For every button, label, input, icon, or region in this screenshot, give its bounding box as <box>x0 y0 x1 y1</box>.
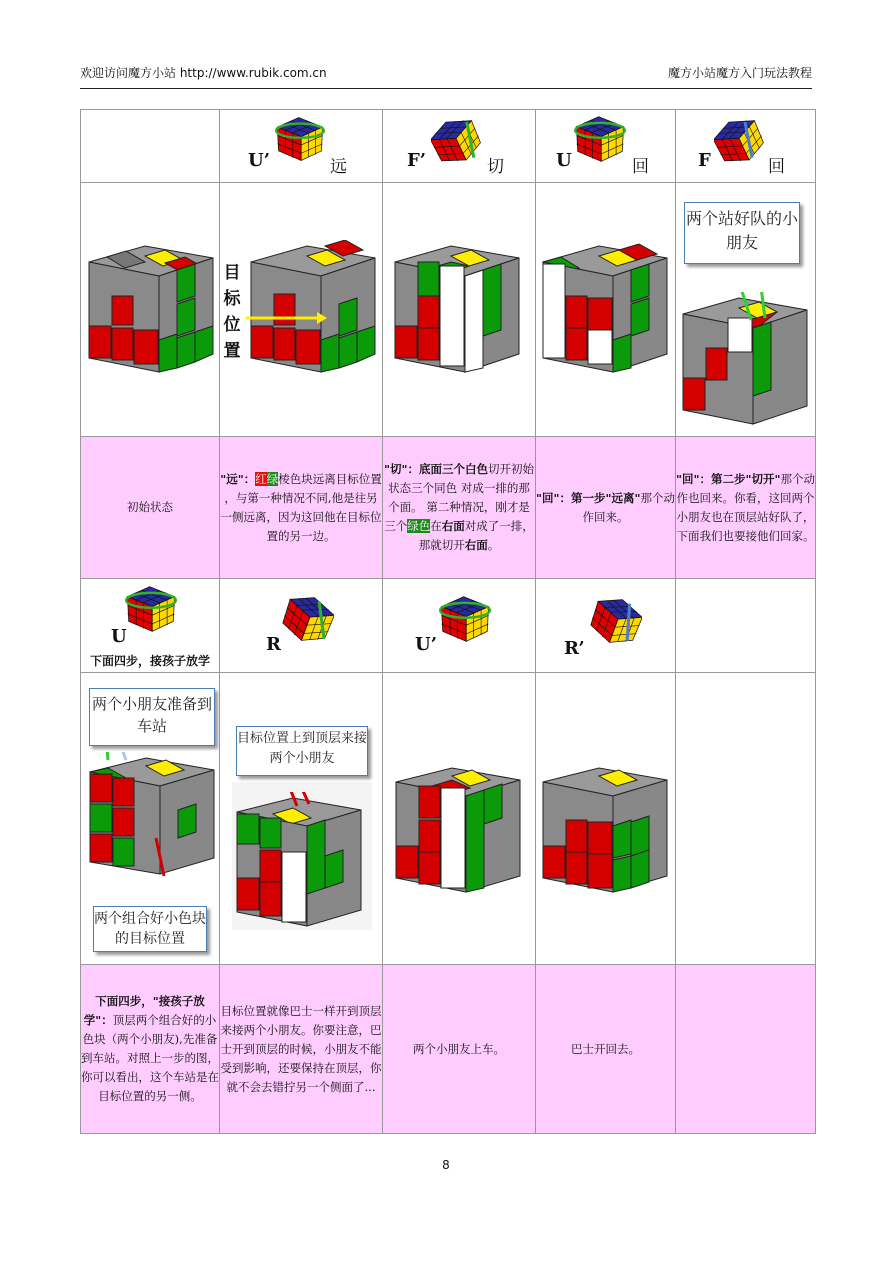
desc-text: 切开初始状态三个同色 对成一排的那个面。 第二种情况，刚才是三个 <box>384 462 534 533</box>
cube-illustration <box>391 762 525 896</box>
cube-image-step5 <box>81 673 220 965</box>
target-label-char: 标 <box>223 288 241 309</box>
move-label: R <box>266 633 281 655</box>
move-label: F <box>698 150 711 171</box>
empty-cell <box>676 579 816 673</box>
cube-rotation-icon <box>275 114 325 164</box>
desc-bold: 右面 <box>441 519 465 533</box>
desc-step6 <box>220 965 383 1134</box>
target-position-label <box>222 260 242 364</box>
desc-text: 顶层两个组合好的小色块（两个小朋友),先准备到车站。对照上一步的图，你可以看出，这个车站是在目标位置的另一侧。 <box>81 1013 219 1103</box>
move-header-row <box>81 110 816 183</box>
cube-image-step3 <box>536 183 676 437</box>
desc-bold: 白色 <box>464 462 488 476</box>
empty-cell <box>676 965 816 1134</box>
move-label: R’ <box>564 637 585 659</box>
desc-initial <box>81 437 220 579</box>
cube-illustration <box>85 240 217 380</box>
move-cell-f-prime <box>383 110 536 183</box>
move-cell-u-2 <box>81 579 220 673</box>
move-label: U <box>111 625 127 647</box>
desc-text: 巴士开回去。 <box>571 1041 640 1056</box>
target-label-char: 目 <box>223 262 241 283</box>
cube-illustration <box>246 240 380 380</box>
description-row-2 <box>81 965 816 1134</box>
cube-image-row-2 <box>81 673 816 965</box>
desc-text: 初始状态 <box>127 500 173 514</box>
move-cell-u <box>536 110 676 183</box>
desc-bold: "切开" <box>745 471 781 486</box>
cube-image-step1 <box>220 183 383 437</box>
desc-bold: 右面 <box>464 538 488 552</box>
empty-cell <box>81 110 220 183</box>
desc-text: 对成了一排，那就切开 <box>418 519 534 552</box>
desc-keyword: "切"：底面三个 <box>384 462 465 476</box>
move-cell-u-prime-2 <box>383 579 536 673</box>
description-row-1 <box>81 437 816 579</box>
cube-image-row <box>81 183 816 437</box>
cube-rotation-icon <box>714 116 764 166</box>
move-label: U’ <box>248 150 270 171</box>
move-name: 远 <box>330 157 347 177</box>
desc-keyword: "远"： <box>220 471 256 486</box>
move-name: 回 <box>632 157 649 177</box>
desc-step3 <box>536 437 676 579</box>
move-cell-f <box>676 110 816 183</box>
cube-illustration <box>538 762 672 896</box>
cube-illustration <box>391 240 523 380</box>
desc-keyword: "回"：第一步 <box>536 490 606 505</box>
move-cell-u-prime <box>220 110 383 183</box>
cube-rotation-icon <box>439 594 491 644</box>
desc-text: 目标位置就像巴士一样开到顶层来接两个小朋友。你要注意，巴士开到顶层的时候，小朋友不能受到影响，还要保持在顶层，你就不会去错拧另一个侧面了... <box>220 1003 382 1094</box>
cube-image-step4 <box>676 183 816 437</box>
desc-keyword: 下面四步，"接孩子放学"： <box>83 994 205 1027</box>
cube-illustration <box>232 792 366 930</box>
callout-two-kids-lined-up: 两个站好队的小朋友 <box>684 202 800 264</box>
green-highlight: 绿色 <box>407 519 431 533</box>
desc-step1 <box>220 437 383 579</box>
desc-step5 <box>81 965 220 1134</box>
desc-step7 <box>383 965 536 1134</box>
cube-rotation-icon <box>574 114 626 164</box>
move-label: U’ <box>415 633 437 655</box>
red-highlight: 红 <box>255 471 267 486</box>
move-cell-r <box>220 579 383 673</box>
desc-text: 在 <box>430 519 442 533</box>
header-divider <box>80 88 812 89</box>
cube-image-initial <box>81 183 220 437</box>
move-header-row-2 <box>81 579 816 673</box>
cube-image-step7 <box>383 673 536 965</box>
page-number: 8 <box>442 1158 450 1172</box>
desc-text: 棱色块远离目标位置 ，与第一种情况不同,他是往另一侧远离，因为这回他在目标位置的另一边。 <box>220 471 382 543</box>
desc-text: 那个动作回来。 <box>582 490 675 524</box>
move-label: F’ <box>407 150 427 171</box>
target-label-char: 置 <box>223 340 241 361</box>
cube-rotation-icon <box>590 594 642 648</box>
desc-text: 两个小朋友上车。 <box>413 1041 505 1056</box>
move-label: U <box>556 150 572 171</box>
desc-step2 <box>383 437 536 579</box>
cube-illustration <box>85 752 219 876</box>
cube-image-step6 <box>220 673 383 965</box>
section-caption: 下面四步，接孩子放学 <box>89 653 210 668</box>
tutorial-table <box>80 109 816 1134</box>
desc-step4 <box>676 437 816 579</box>
move-name: 切 <box>487 157 504 177</box>
header-right: 魔方小站魔方入门玩法教程 <box>667 66 812 80</box>
target-label-char: 位 <box>223 314 241 335</box>
desc-text: 。 <box>487 538 500 552</box>
green-highlight: 绿 <box>266 471 279 486</box>
callout-target-position: 两个组合好小色块的目标位置 <box>93 906 207 952</box>
callout-bus-to-top: 目标位置上到顶层来接两个小朋友 <box>236 726 368 776</box>
desc-keyword: "回"：第二步 <box>676 471 746 486</box>
move-name: 回 <box>768 157 785 177</box>
move-cell-r-prime <box>536 579 676 673</box>
empty-cell <box>676 673 816 965</box>
cube-rotation-icon <box>282 592 334 646</box>
cube-image-step2 <box>383 183 536 437</box>
cube-image-step8 <box>536 673 676 965</box>
desc-step8 <box>536 965 676 1134</box>
cube-rotation-icon <box>125 584 177 634</box>
header-left: 欢迎访问魔方小站 http://www.rubik.com.cn <box>80 66 327 80</box>
cube-illustration <box>538 240 672 380</box>
cube-rotation-icon <box>431 116 481 166</box>
desc-bold: "远离" <box>605 490 641 505</box>
desc-text: 那个动作也回来。你看，这回两个小朋友也在顶层站好队了，下面我们也要接他们回家。 <box>676 471 815 543</box>
callout-kids-to-station: 两个小朋友准备到车站 <box>89 688 215 746</box>
page-header <box>80 64 812 82</box>
cube-illustration <box>678 292 812 432</box>
